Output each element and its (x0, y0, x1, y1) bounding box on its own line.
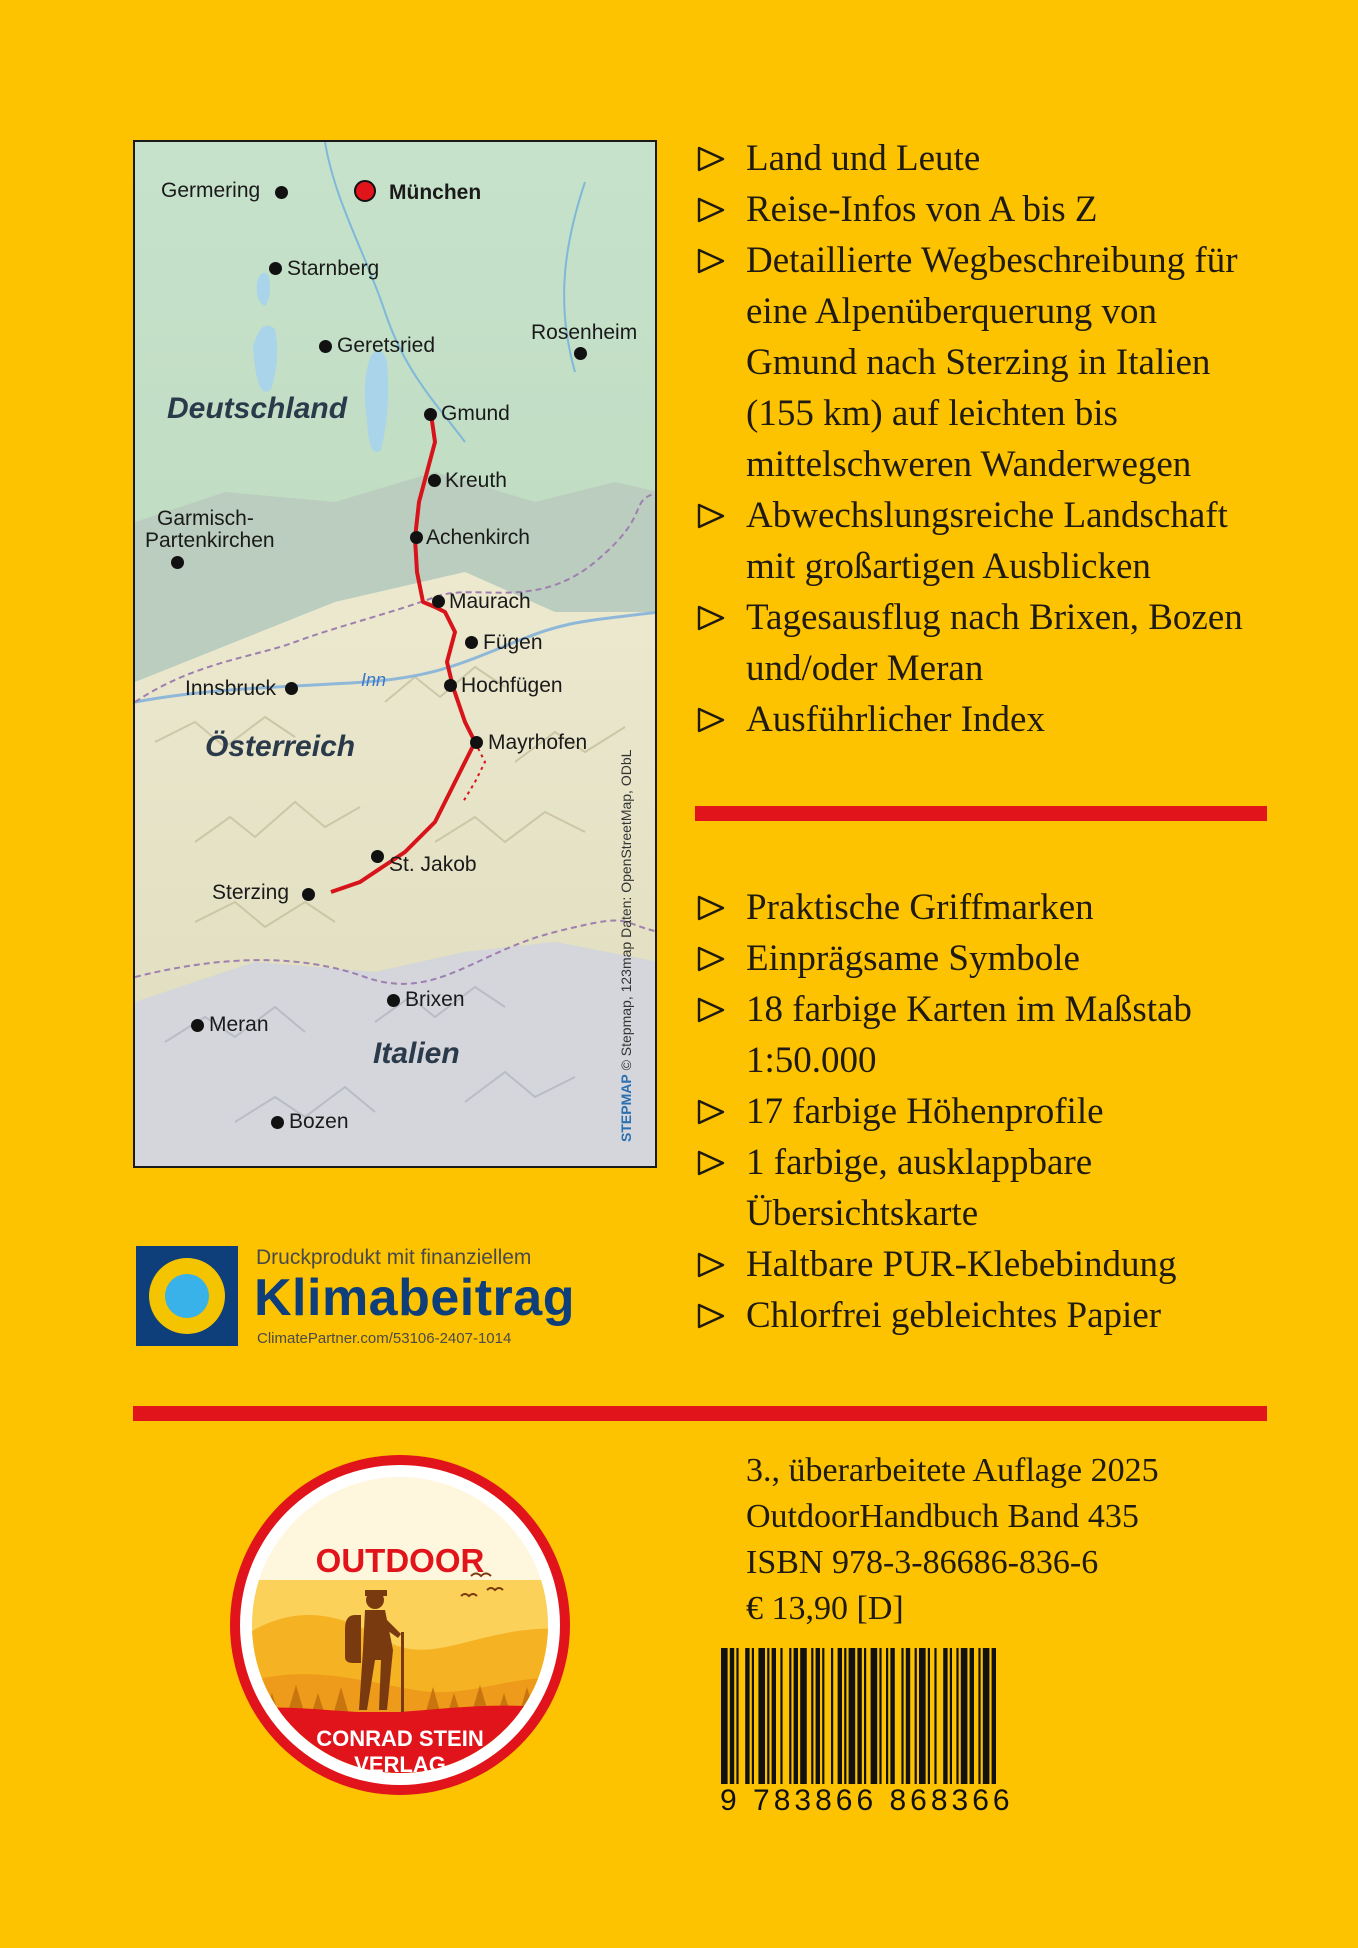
barcode-bar (838, 1648, 842, 1784)
climate-partner-badge (136, 1246, 656, 1346)
map-credit-text: © Stepmap, 123map Daten: OpenStreetMap, ODbL (618, 749, 634, 1071)
feature-item (696, 235, 1276, 490)
place-innsbruck: Innsbruck (185, 677, 277, 700)
feature-item (696, 184, 1276, 235)
seal-title: OUTDOOR (315, 1542, 485, 1579)
feature-item (696, 1239, 1276, 1290)
hochfuegen-marker (444, 679, 457, 692)
feature-text: Tagesausflug nach Brixen, Bozen und/oder Meran (746, 597, 1243, 689)
barcode-bar (934, 1648, 936, 1784)
mayrhofen-marker (470, 736, 483, 749)
climate-badge-url: ClimatePartner.com/53106-2407-1014 (257, 1330, 512, 1347)
triangle-bullet-icon (696, 707, 726, 733)
triangle-bullet-icon (696, 146, 726, 172)
route-map (133, 140, 657, 1168)
barcode-bar (978, 1648, 980, 1784)
price-line: € 13,90 [D] (746, 1590, 904, 1627)
feature-text: Abwechslungsreiche Landschaft mit großartigen Ausblicken (746, 495, 1228, 587)
triangle-bullet-icon (696, 1303, 726, 1329)
divider-red-top (695, 806, 1267, 821)
triangle-bullet-icon (696, 946, 726, 972)
feature-list-bottom (696, 882, 1276, 1341)
place-st-jakob: St. Jakob (389, 853, 477, 876)
feature-item (696, 1086, 1276, 1137)
feature-item (696, 933, 1276, 984)
place-rosenheim: Rosenheim (531, 321, 638, 344)
place-starnberg: Starnberg (287, 257, 380, 280)
feature-item (696, 694, 1276, 745)
feature-text: 17 farbige Höhenprofile (746, 1091, 1104, 1132)
geretsried-marker (319, 340, 332, 353)
place-fuegen: Fügen (483, 631, 543, 654)
achenkirch-marker (410, 531, 423, 544)
feature-text: Chlorfrei gebleichtes Papier (746, 1295, 1162, 1336)
place-achenkirch: Achenkirch (426, 526, 530, 549)
feature-item (696, 1290, 1276, 1341)
barcode-bar (758, 1648, 765, 1784)
imprint-block (746, 1448, 1159, 1632)
place-garmisch-1: Garmisch- (157, 507, 254, 530)
divider-red-bottom (133, 1406, 1267, 1421)
fuegen-marker (465, 636, 478, 649)
barcode-bar (752, 1648, 754, 1784)
barcode-bar (943, 1648, 947, 1784)
barcode-bar (906, 1648, 910, 1784)
barcode-bar (983, 1648, 990, 1784)
kreuth-marker (428, 474, 441, 487)
triangle-bullet-icon (696, 503, 726, 529)
place-germering: Germering (161, 179, 261, 202)
place-sterzing: Sterzing (212, 881, 290, 904)
feature-text: Detaillierte Wegbeschreibung für eine Alpenüberquerung von Gmund nach Sterzing in Italien (155 km) auf leichten bis mittelschweren Wanderwegen (746, 240, 1238, 485)
bozen-marker (271, 1116, 284, 1129)
barcode-bar (831, 1648, 833, 1784)
barcode-bar (789, 1648, 791, 1784)
place-maurach: Maurach (449, 590, 531, 613)
feature-text: Land und Leute (746, 138, 981, 179)
climate-badge-title: Klimabeitrag (254, 1269, 575, 1327)
barcode-bar (767, 1648, 769, 1784)
place-meran: Meran (209, 1013, 269, 1036)
feature-text: Praktische Griffmarken (746, 887, 1094, 928)
sterzing-marker (302, 888, 315, 901)
triangle-bullet-icon (696, 248, 726, 274)
river-inn: Inn (361, 670, 387, 690)
triangle-bullet-icon (696, 1150, 726, 1176)
place-geretsried: Geretsried (337, 334, 436, 357)
barcode-bar (879, 1648, 881, 1784)
feature-text: 18 farbige Karten im Maßstab 1:50.000 (746, 989, 1192, 1081)
feature-item (696, 984, 1276, 1086)
barcode-bar (956, 1648, 958, 1784)
barcode-bar (890, 1648, 894, 1784)
rosenheim-marker (574, 347, 587, 360)
series-line: OutdoorHandbuch Band 435 (746, 1498, 1139, 1535)
place-garmisch-2: Partenkirchen (145, 529, 275, 552)
map-credit (618, 750, 634, 1142)
place-mayrhofen: Mayrhofen (488, 731, 588, 754)
barcode-bar (950, 1648, 952, 1784)
place-gmund: Gmund (441, 402, 510, 425)
barcode-bar (780, 1648, 782, 1784)
feature-text: Ausführlicher Index (746, 699, 1045, 740)
stjakob-marker (371, 850, 384, 863)
place-kreuth: Kreuth (445, 469, 507, 492)
stepmap-logo: STEPMAP (618, 1074, 634, 1142)
starnberg-marker (269, 262, 282, 275)
place-hochfuegen: Hochfügen (461, 674, 563, 697)
triangle-bullet-icon (696, 1252, 726, 1278)
triangle-bullet-icon (696, 197, 726, 223)
climate-partner-logo (136, 1246, 238, 1346)
barcode-bar (928, 1648, 930, 1784)
country-oesterreich: Österreich (205, 730, 356, 763)
barcode-bar (745, 1648, 749, 1784)
barcode-bar (970, 1648, 974, 1784)
barcode-bar (961, 1648, 968, 1784)
feature-item (696, 490, 1276, 592)
place-brixen: Brixen (405, 988, 465, 1011)
barcode-bar (811, 1648, 813, 1784)
triangle-bullet-icon (696, 1099, 726, 1125)
triangle-bullet-icon (696, 605, 726, 631)
germering-marker (275, 186, 288, 199)
barcode-bar (915, 1648, 917, 1784)
garmisch-marker (171, 556, 184, 569)
brixen-marker (387, 994, 400, 1007)
barcode-bar (794, 1648, 798, 1784)
barcode-digits: 9 783866 868366 (720, 1784, 1014, 1817)
feature-list-top (696, 133, 1276, 745)
muenchen-marker (354, 180, 376, 202)
place-bozen: Bozen (289, 1110, 349, 1133)
triangle-bullet-icon (696, 895, 726, 921)
edition-line: 3., überarbeitete Auflage 2025 (746, 1452, 1159, 1489)
seal-publisher-line1: CONRAD STEIN (316, 1726, 484, 1751)
barcode-bar (871, 1648, 878, 1784)
barcode-bar (844, 1648, 846, 1784)
country-deutschland: Deutschland (167, 392, 348, 425)
place-muenchen: München (389, 181, 482, 204)
feature-item (696, 882, 1276, 933)
barcode-bar (849, 1648, 856, 1784)
barcode-bar (822, 1648, 824, 1784)
feature-text: 1 farbige, ausklappbare Übersichtskarte (746, 1142, 1093, 1234)
gmund-marker (424, 408, 437, 421)
meran-marker (191, 1019, 204, 1032)
barcode-bar (736, 1648, 738, 1784)
outdoor-publisher-seal (225, 1450, 575, 1800)
barcode-bar (901, 1648, 903, 1784)
climate-badge-caption: Druckprodukt mit finanziellem (256, 1246, 532, 1269)
innsbruck-marker (285, 682, 298, 695)
isbn-line: ISBN 978-3-86686-836-6 (746, 1544, 1099, 1581)
feature-item (696, 592, 1276, 694)
country-italien: Italien (373, 1037, 460, 1070)
seal-publisher-line2: VERLAG (354, 1752, 446, 1777)
barcode-bar (800, 1648, 807, 1784)
feature-item (696, 1137, 1276, 1239)
feature-text: Reise-Infos von A bis Z (746, 189, 1098, 230)
feature-item (696, 133, 1276, 184)
maurach-marker (432, 595, 445, 608)
barcode-bar (772, 1648, 776, 1784)
barcode-bar (816, 1648, 820, 1784)
triangle-bullet-icon (696, 997, 726, 1023)
feature-text: Haltbare PUR-Klebebindung (746, 1244, 1177, 1285)
barcode-bar (886, 1648, 888, 1784)
barcode-bar (919, 1648, 926, 1784)
feature-text: Einprägsame Symbole (746, 938, 1080, 979)
